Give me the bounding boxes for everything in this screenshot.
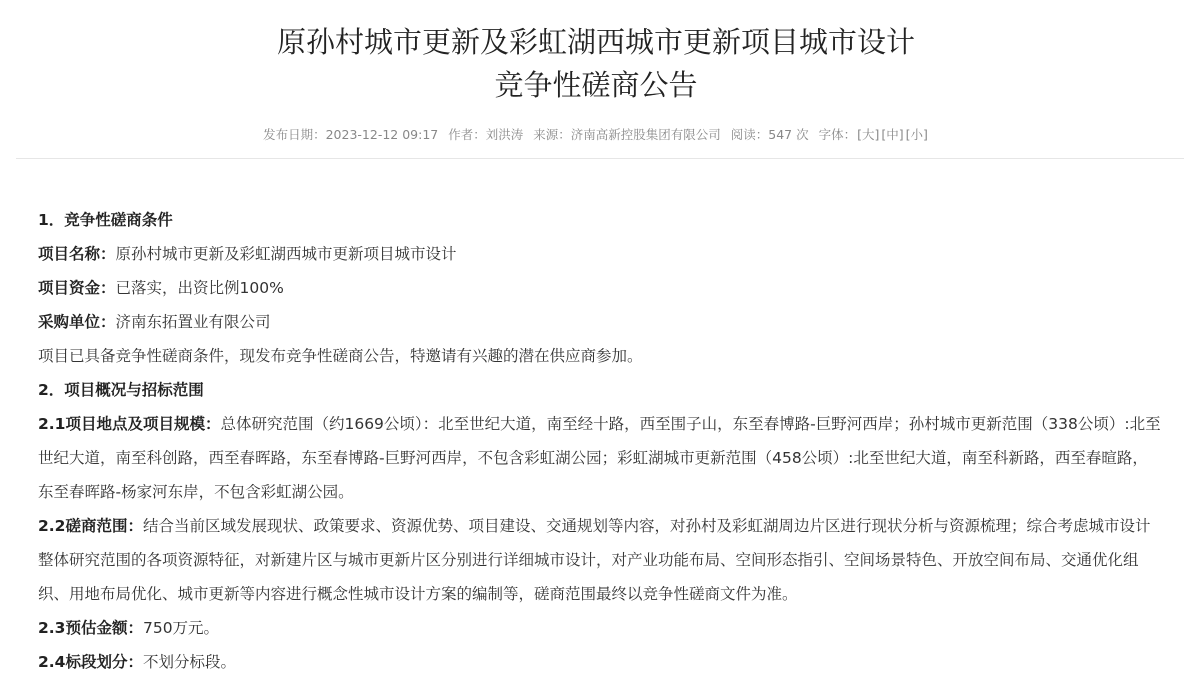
author-value: 刘洪涛 [485,127,524,142]
funding-value: 已落实，出资比例100% [115,279,284,297]
article-body [38,203,1163,679]
section-2-2-label: 2.2磋商范围： [38,517,143,535]
font-size-label: 字体： [818,127,857,142]
publish-date-info [263,127,438,142]
section-2-3-text: 750万元。 [142,619,220,637]
font-size-switcher [819,127,929,142]
section-2-1-paragraph [38,407,1163,509]
section-2-4-paragraph [38,645,1163,679]
publish-date-value: 2023-12-12 09:17 [325,127,439,142]
section-2-3-label: 2.3预估金额： [38,619,143,637]
article-meta-bar [0,127,1192,143]
section-2-heading [38,373,1163,407]
purchaser-label: 采购单位： [38,313,116,331]
section-2-3-paragraph [38,611,1163,645]
source-value: 济南高新控股集团有限公司 [570,127,721,142]
views-info [731,127,809,142]
section-2-1-label: 2.1项目地点及项目规模： [38,415,221,433]
section-2-4-label: 2.4标段划分： [38,653,143,671]
purchaser-value: 济南东拓置业有限公司 [115,313,271,331]
author-info [448,127,523,142]
project-name-row [38,237,1163,271]
section-1-heading-text: 1．竞争性磋商条件 [38,211,173,229]
article-title-line-2: 竞争性磋商公告 [494,68,698,102]
source-info [533,127,721,142]
source-label: 来源： [533,127,571,142]
section-2-2-text: 结合当前区域发展现状、政策要求、资源优势、项目建设、交通规划等内容，对孙村及彩虹湖周边片区进行现状分析与资源梳理；综合考虑城市设计整体研究范围的各项资源特征，对新建片区与城市更新片区分别进行详细城市设计，对产业功能布局、空间形态指引、空间场景特色、开放空间布局、交通优化组织、用地布局优化、城市更新等内容进行概念性城市设计方案的编制等，磋商范围最终以竞争性磋商文件为准。 [38,517,1151,603]
font-size-large-link[interactable]: [大] [857,127,880,142]
font-size-medium-link[interactable]: [中] [881,127,904,142]
funding-row [38,271,1163,305]
views-value: 547 次 [768,127,809,142]
views-label: 阅读： [730,127,769,142]
project-name-label: 项目名称： [38,245,116,263]
section-1-heading [38,203,1163,237]
section-2-1-text: 总体研究范围（约1669公顷）：北至世纪大道，南至经十路，西至围子山，东至春博路-巨野河西岸；孙村城市更新范围（338公顷）:北至世纪大道，南至科创路，西至春晖路，东至春博路-巨野河西岸，不包含彩虹湖公园；彩虹湖城市更新范围（458公顷）:北至世纪大道，南至科新路，西至春暄路，东至春晖路-杨家河东岸，不包含彩虹湖公园。 [38,415,1161,501]
font-size-small-link[interactable]: [小] [905,127,928,142]
project-name-value: 原孙村城市更新及彩虹湖西城市更新项目城市设计 [115,245,457,263]
header-divider [16,158,1184,159]
section-2-heading-text: 2．项目概况与招标范围 [38,381,204,399]
article-title-line-1: 原孙村城市更新及彩虹湖西城市更新项目城市设计 [276,25,915,59]
funding-label: 项目资金： [38,279,116,297]
section-2-2-paragraph [38,509,1163,611]
section-2-4-text: 不划分标段。 [142,653,236,671]
purchaser-row [38,305,1163,339]
publish-date-label: 发布日期： [263,127,326,142]
section-1-text: 项目已具备竞争性磋商条件，现发布竞争性磋商公告，特邀请有兴趣的潜在供应商参加。 [38,347,643,365]
author-label: 作者： [448,127,486,142]
